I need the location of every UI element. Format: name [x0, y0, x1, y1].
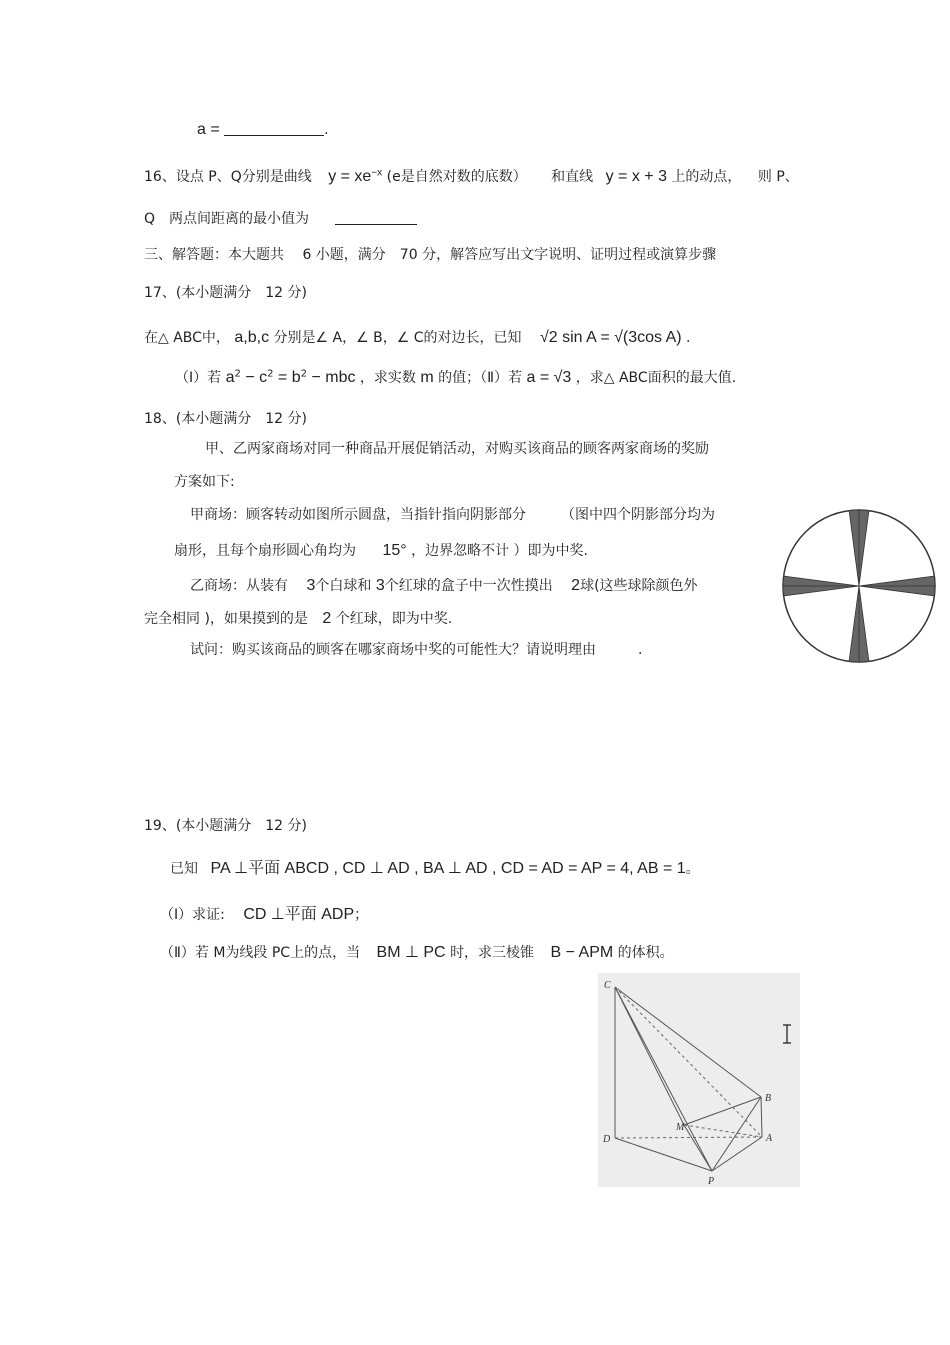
q17-line1 [144, 328, 691, 347]
q17-eq2-a: a [225, 369, 235, 386]
q17-text-c: ，求实数 [359, 370, 416, 386]
q18-para6 [144, 609, 452, 628]
q19-end2: ； [354, 907, 369, 923]
q16-line-eq: y = x + 3 [605, 168, 667, 185]
q17-part1-label: （Ⅰ）若 [175, 370, 222, 386]
q16-line1 [144, 167, 799, 186]
q15-suffix: . [324, 122, 329, 138]
q16-text-d: 上的动点， [671, 169, 742, 185]
q16-text-c: 和直线 [551, 169, 594, 185]
q17-vars: a,b,c [234, 329, 270, 346]
q19-part2-label: （Ⅱ）若 M为线段 PC上的点，当 [160, 945, 361, 961]
q19-heading: 19、(本小题满分 12 分) [144, 818, 308, 834]
label-A: A [766, 1133, 773, 1144]
q17-eq2-c: = b [273, 369, 301, 386]
q18-text-c: 乙商场：从装有 [190, 578, 288, 594]
q18-num1: 3 [306, 577, 316, 594]
q17-eq1: √2 sin A = √(3cos A) [539, 329, 682, 346]
q17-eq2-d: − mbc [307, 369, 356, 386]
text-cursor-icon [781, 1024, 793, 1044]
q16-text-a: 16、设点 P、Q分别是曲线 [144, 169, 312, 185]
q16-text-2: Q 两点间距离的最小值为 [144, 211, 310, 227]
q19-eq3: BM ⊥ PC [376, 944, 446, 961]
q16-curve: y = xe [328, 168, 372, 185]
q18-angle: 15° [382, 542, 407, 559]
q17-sq-2: 2 [267, 368, 274, 380]
pyramid-figure [598, 973, 800, 1187]
q19-eq4: B − APM [550, 944, 614, 961]
q16-text-b: (e是自然对数的底数） [386, 169, 527, 185]
q18-text-e: 个红球的盒子中一次性摸出 [384, 578, 553, 594]
q16-curve-exp: −x [371, 167, 383, 179]
q19-part1-label: （Ⅰ）求证: [160, 907, 225, 923]
q18-num4: 2 [322, 610, 332, 627]
q18-text-f: 球(这些球除颜色外 [580, 578, 698, 594]
q16-line2 [144, 210, 417, 228]
label-C: C [604, 980, 611, 991]
q18-para4 [174, 541, 588, 560]
q17-end: . [686, 330, 691, 346]
label-D: D [603, 1134, 611, 1145]
q17-text-d: 的值；（Ⅱ）若 [438, 370, 523, 386]
q17-text-e: ，求△ ABC面积的最大值. [575, 370, 737, 386]
q18-text-a: 扇形，且每个扇形圆心角均为 [174, 543, 356, 559]
q18-para7: 试问：购买该商品的顾客在哪家商场中奖的可能性大？请说明理由 . [190, 642, 643, 658]
q19-line1 [170, 859, 700, 878]
q17-sq-1: 2 [234, 368, 241, 380]
q18-num3: 2 [571, 577, 581, 594]
q17-m: m [420, 369, 434, 386]
q15-prefix: a = [197, 121, 220, 138]
label-M: M [676, 1122, 685, 1133]
q19-text-b: 时，求三棱锥 [450, 945, 535, 961]
q19-text-a: 已知 [170, 861, 198, 877]
q18-text-g: 完全相同 )，如果摸到的是 [144, 611, 308, 627]
q18-para3: 甲商场：顾客转动如图所示圆盘，当指针指向阴影部分 （图中四个阴影部分均为 [190, 507, 715, 523]
q17-text-b: 分别是∠ A，∠ B，∠ C的对边长，已知 [273, 330, 522, 346]
q19-text-c: 的体积。 [617, 945, 674, 961]
q19-eq1: PA ⊥平面 ABCD , CD ⊥ AD , BA ⊥ AD , CD = AD = AP = 4, AB = 1 [210, 860, 686, 877]
q15-answer-line [197, 120, 329, 139]
q18-text-b: ，边界忽略不计 ）即为中奖. [411, 543, 589, 559]
q18-num2: 3 [375, 577, 385, 594]
label-P: P [708, 1176, 715, 1187]
q16-blank [335, 210, 417, 225]
q16-text-e: 则 P、 [757, 169, 799, 185]
label-B: B [765, 1093, 772, 1104]
q17-eq2-b: − c [240, 369, 268, 386]
q18-para5 [190, 576, 698, 595]
q17-sq-3: 2 [300, 368, 307, 380]
q18-text-h: 个红球，即为中奖. [335, 611, 453, 627]
q18-para1: 甲、乙两家商场对同一种商品开展促销活动，对购买该商品的顾客两家商场的奖励 [205, 441, 709, 457]
q19-line3 [160, 943, 674, 962]
q17-eq3: a = √3 [526, 369, 572, 386]
q17-heading: 17、(本小题满分 12 分) [144, 285, 308, 301]
q19-end1: 。 [685, 861, 700, 877]
q15-blank [224, 121, 324, 136]
section3-heading: 三、解答题：本大题共 6 小题，满分 70 分，解答应写出文字说明、证明过程或演算步骤 [144, 247, 717, 263]
figure-photo-background [598, 973, 800, 1187]
q18-heading: 18、(本小题满分 12 分) [144, 411, 308, 427]
q18-para2: 方案如下: [174, 474, 235, 490]
q18-text-d: 个白球和 [315, 578, 372, 594]
q17-line2 [175, 368, 736, 387]
q19-line2 [160, 905, 368, 924]
q19-eq2: CD ⊥平面 ADP [243, 906, 355, 923]
q17-text-a: 在△ ABC中， [144, 330, 230, 346]
spinner-disc-figure [781, 507, 941, 667]
